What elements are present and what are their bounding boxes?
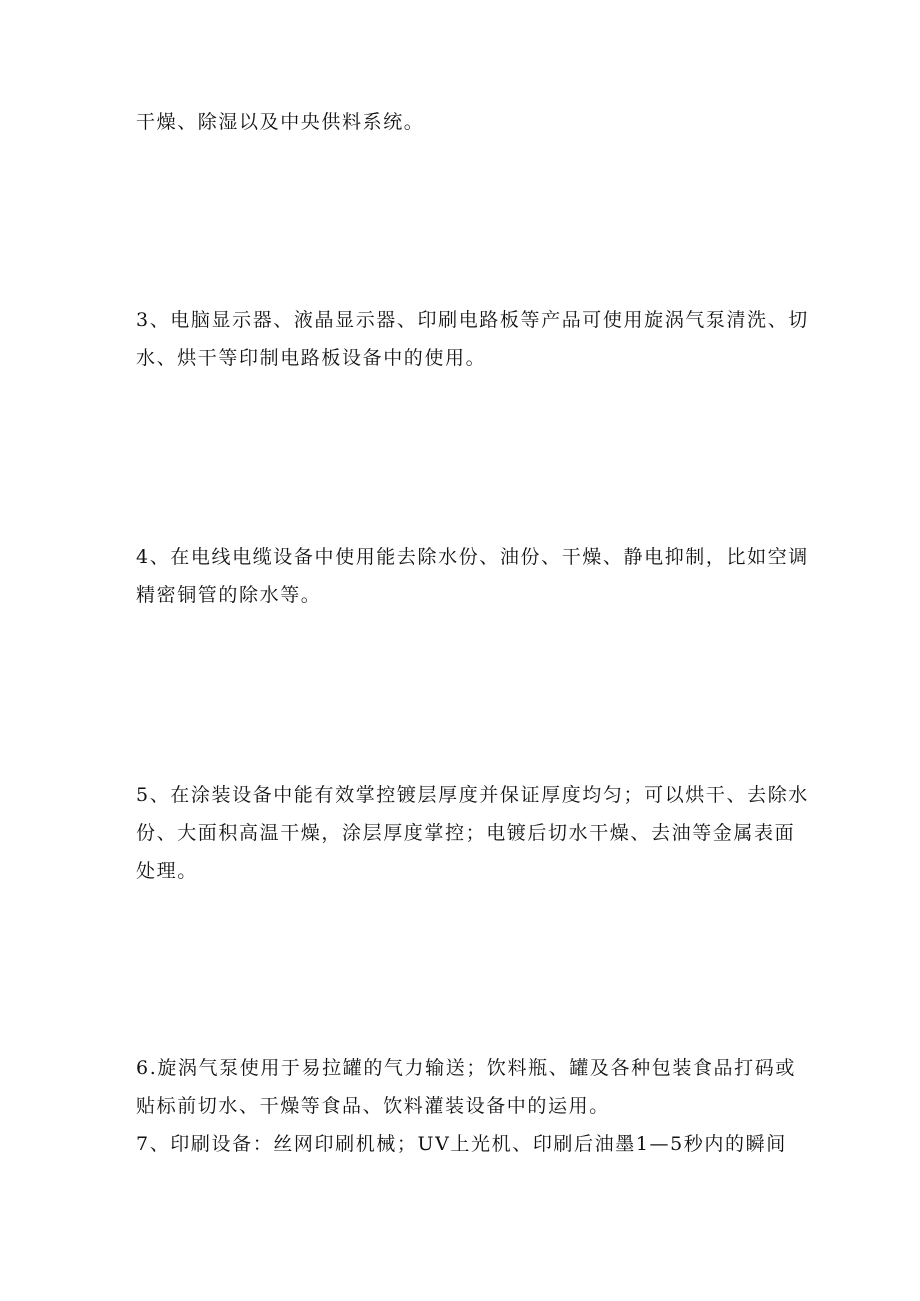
paragraph-item-5 <box>136 776 809 890</box>
text-line: 3、电脑显示器、液晶显示器、印刷电路板等产品可使用旋涡气泵清洗、切 <box>136 309 809 331</box>
paragraph-item-6 <box>136 1049 796 1125</box>
text-line: 干燥、除湿以及中央供料系统。 <box>136 111 425 133</box>
paragraph-item-4 <box>136 538 809 614</box>
paragraph-drying-continuation <box>136 103 792 141</box>
text-line: 水、烘干等印制电路板设备中的使用。 <box>136 347 487 369</box>
text-line: 6.旋涡气泵使用于易拉罐的气力输送；饮料瓶、罐及各种包装食品打码或 <box>136 1057 796 1079</box>
text-line: 处理。 <box>136 860 198 882</box>
paragraph-item-7 <box>136 1125 792 1163</box>
text-line: 5、在涂装设备中能有效掌控镀层厚度并保证厚度均匀；可以烘干、去除水 <box>136 784 809 806</box>
text-line: 贴标前切水、干燥等食品、饮料灌装设备中的运用。 <box>136 1095 610 1117</box>
text-line: 7、印刷设备：丝网印刷机械；UV上光机、印刷后油墨1—5秒内的瞬间 <box>136 1133 787 1155</box>
text-line: 精密铜管的除水等。 <box>136 584 322 606</box>
paragraph-item-3 <box>136 301 809 377</box>
text-line: 份、大面积高温干燥，涂层厚度掌控；电镀后切水干燥、去油等金属表面 <box>136 822 796 844</box>
text-line: 4、在电线电缆设备中使用能去除水份、油份、干燥、静电抑制，比如空调 <box>136 546 809 568</box>
